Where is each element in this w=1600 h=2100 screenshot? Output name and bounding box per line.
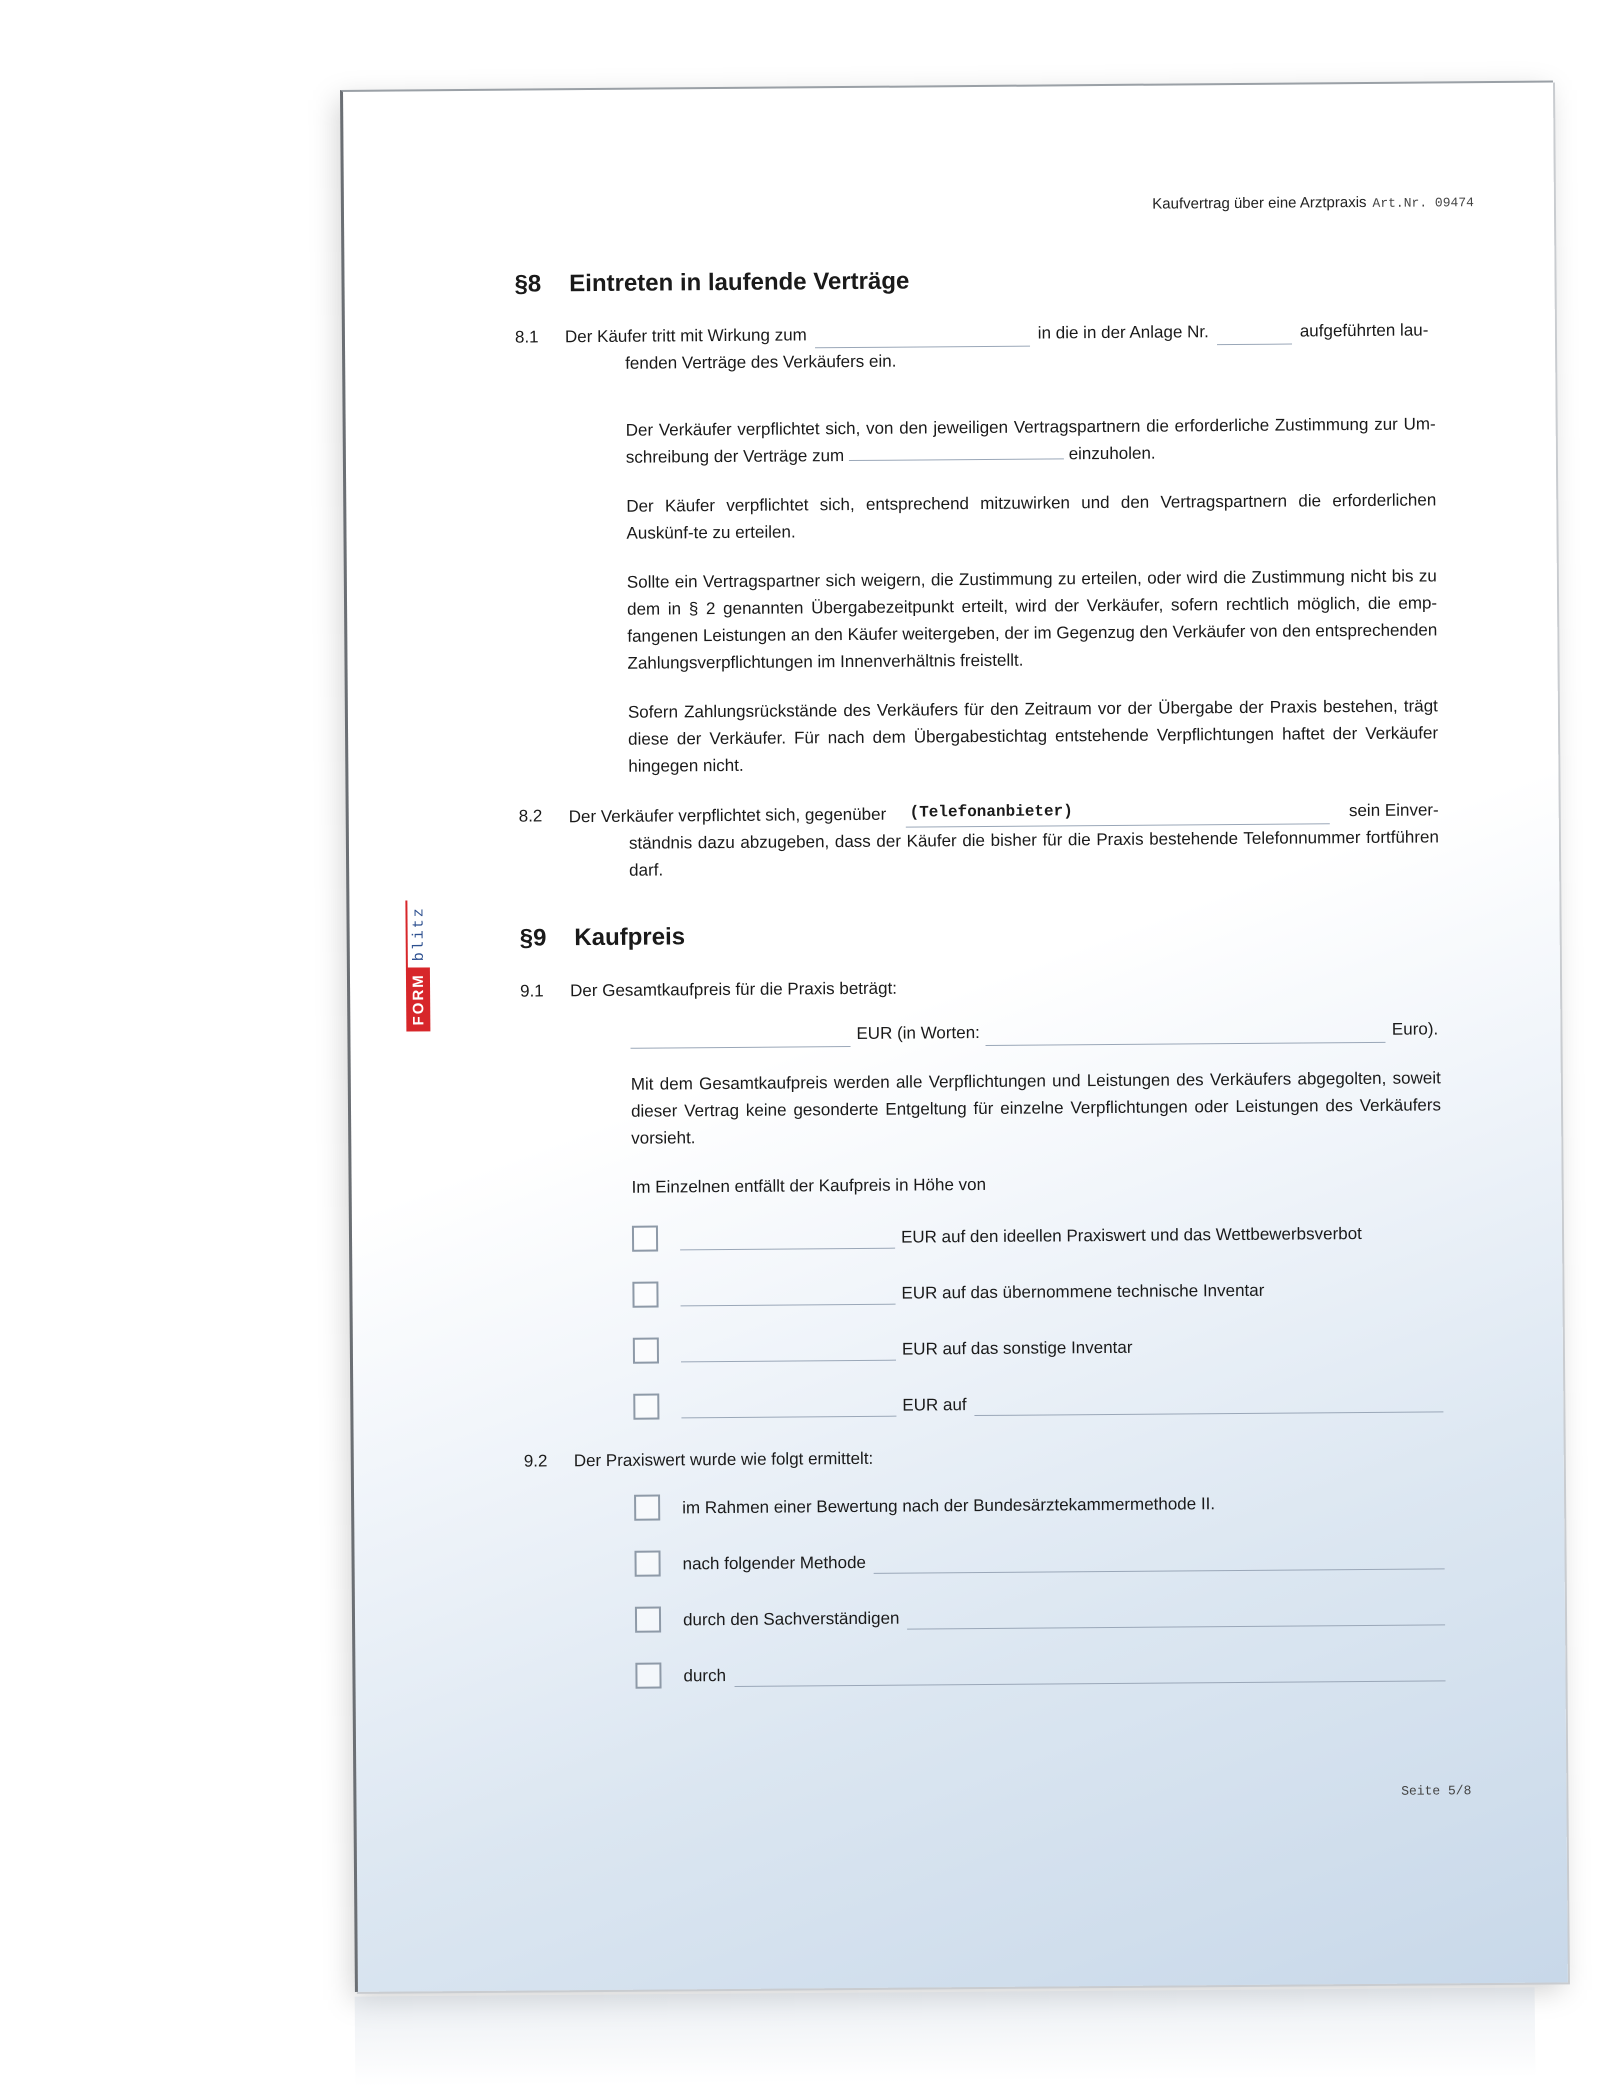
price-split-checkbox-3[interactable] bbox=[633, 1338, 659, 1364]
page-reflection bbox=[355, 1987, 1536, 2086]
effective-date-field[interactable] bbox=[815, 328, 1030, 349]
price-split-row bbox=[632, 1216, 1442, 1254]
clause-8-1-text-b: in die in der Anlage Nr. bbox=[1037, 322, 1209, 343]
valuation-label-1: im Rahmen einer Bewertung nach der Bundesärztekammermethode II. bbox=[682, 1493, 1216, 1517]
clause-8-1-text-d: fenden Verträge des Verkäufers ein. bbox=[625, 351, 897, 373]
clause-8-1-paragraph-5: Sofern Zahlungsrückstände des Verkäufers für den Zeitraum vor der Übergabe der Praxis bestehen, trägt diese der Verkäufer. Für nach dem Übergabestichtag entstehende Verpflichtungen haftet der Verkäufer hingegen nicht. bbox=[627, 696, 1439, 776]
logo-blitz-text: blitz bbox=[405, 900, 430, 967]
page-content bbox=[514, 263, 1445, 1716]
clause-9-2-intro: Der Praxiswert wurde wie folgt ermittelt: bbox=[573, 1448, 874, 1471]
section-8-heading bbox=[514, 263, 1434, 297]
price-split-row bbox=[633, 1328, 1443, 1366]
clause-8-1-paragraph-2 bbox=[626, 410, 1436, 470]
valuation-method-field[interactable] bbox=[874, 1546, 1445, 1573]
clause-9-1-paragraph-2: Im Einzelnen entfällt der Kaufpreis in Höhe von bbox=[631, 1174, 987, 1197]
price-split-checkbox-4[interactable] bbox=[633, 1394, 659, 1420]
price-split-amount-4[interactable] bbox=[681, 1393, 896, 1418]
rewrite-date-field[interactable] bbox=[849, 440, 1064, 461]
clause-8-1-text-a: Der Käufer tritt mit Wirkung zum bbox=[564, 325, 807, 347]
valuation-label-3: durch den Sachverständigen bbox=[682, 1608, 900, 1629]
price-split-amount-3[interactable] bbox=[681, 1337, 896, 1362]
clause-8-1-paragraph-3: Der Käufer verpflichtet sich, entsprechend mitzuwirken und den Vertragspartnern die erforderlichen Auskünf-te zu erteilen. bbox=[626, 490, 1437, 543]
price-split-label-2: EUR auf das übernommene technische Inventar bbox=[901, 1280, 1265, 1303]
section-9-heading bbox=[520, 917, 1440, 951]
page-number: Seite 5/8 bbox=[1401, 1783, 1472, 1799]
clause-8-1-number: 8.1 bbox=[514, 327, 539, 347]
valuation-option-row bbox=[635, 1597, 1445, 1635]
clause-9-1-number: 9.1 bbox=[520, 981, 544, 1001]
clause-8-2 bbox=[519, 795, 1440, 884]
telephone-provider-field[interactable]: (Telefonanbieter) bbox=[905, 796, 1329, 827]
clause-8-2-text-b: sein Einver- bbox=[1348, 800, 1439, 821]
price-split-checkbox-1[interactable] bbox=[632, 1226, 658, 1252]
valuation-checkbox-3[interactable] bbox=[635, 1607, 661, 1633]
document-title: Kaufvertrag über eine Arztpraxis bbox=[1152, 193, 1367, 213]
clause-8-2-number: 8.2 bbox=[518, 806, 543, 826]
valuation-option-row bbox=[634, 1485, 1444, 1523]
section-8-title: Eintreten in laufende Verträge bbox=[569, 267, 910, 298]
clause-8-1-paragraph-4: Sollte ein Vertragspartner sich weigern, die Zustimmung zu erteilen, oder wird die Zustimmung nicht bis zu dem in § 2 genannten Übergabezeitpunkt erteilt, wird der Verkäufer, sofern rechtlich möglich, die emp-fangenen Leistungen an den Käufer weitergeben, der im Gegenzug den Verkäufer von den entsprechenden Zahlungsverpflichtungen im Innenverhältnis freistellt. bbox=[626, 566, 1438, 673]
formblitz-logo bbox=[405, 891, 430, 1031]
total-price-row bbox=[630, 1015, 1440, 1048]
price-split-row bbox=[633, 1384, 1443, 1422]
clause-9-1-paragraph-1: Mit dem Gesamtkaufpreis werden alle Verpflichtungen und Leistungen des Verkäufers abgegolten, soweit dieser Vertrag keine gesonderte Entgeltung für einzelne Verpflichtungen oder Leistungen des Verkäufers vorsieht. bbox=[630, 1068, 1442, 1148]
clause-8-1 bbox=[515, 316, 1436, 399]
total-price-words-field[interactable] bbox=[986, 1024, 1386, 1046]
clause-8-2-text-c: ständnis dazu abzugeben, dass der Käufer die bisher für die Praxis bestehende Telefonnummer fortführen darf. bbox=[628, 827, 1439, 880]
clause-9-1-intro: Der Gesamtkaufpreis für die Praxis beträgt: bbox=[570, 978, 898, 1001]
price-split-label-1: EUR auf den ideellen Praxiswert und das Wettbewerbsverbot bbox=[900, 1223, 1362, 1247]
section-8-number: §8 bbox=[514, 270, 542, 298]
clause-8-2-text-a: Der Verkäufer verpflichtet sich, gegenüber bbox=[568, 804, 887, 827]
valuation-checkbox-1[interactable] bbox=[634, 1495, 660, 1521]
price-split-checkbox-2[interactable] bbox=[632, 1282, 658, 1308]
euro-closing-label: Euro). bbox=[1391, 1019, 1439, 1039]
logo-form-text: FORM bbox=[406, 967, 431, 1031]
price-split-row bbox=[632, 1272, 1442, 1310]
section-9-number: §9 bbox=[519, 924, 547, 952]
document-header bbox=[1152, 193, 1474, 213]
clause-9-2-number: 9.2 bbox=[523, 1451, 548, 1471]
total-price-words-label: EUR (in Worten: bbox=[856, 1023, 980, 1043]
price-split-label-3: EUR auf das sonstige Inventar bbox=[901, 1337, 1133, 1359]
clause-9-1 bbox=[520, 970, 1440, 1004]
valuation-label-4: durch bbox=[683, 1665, 727, 1685]
clause-8-1-text-c: aufgeführten lau- bbox=[1299, 320, 1429, 341]
valuation-other-field[interactable] bbox=[734, 1658, 1446, 1687]
valuation-expert-field[interactable] bbox=[907, 1602, 1445, 1629]
valuation-option-row bbox=[634, 1541, 1444, 1579]
clause-8-1-p2-end: einzuholen. bbox=[1068, 443, 1156, 464]
total-price-amount-field[interactable] bbox=[630, 1028, 850, 1049]
valuation-checkbox-2[interactable] bbox=[634, 1551, 660, 1577]
valuation-label-2: nach folgender Methode bbox=[682, 1552, 867, 1573]
valuation-checkbox-4[interactable] bbox=[635, 1663, 661, 1689]
document-page bbox=[340, 80, 1568, 1991]
clause-9-2 bbox=[524, 1440, 1444, 1474]
clause-8-1-p2-text: Der Verkäufer verpflichtet sich, von den jeweiligen Vertragspartnern die erforderliche Zustimmung zur Um-schreibung der Verträge zum bbox=[625, 414, 1436, 467]
price-split-amount-1[interactable] bbox=[680, 1225, 895, 1250]
price-split-amount-2[interactable] bbox=[680, 1281, 895, 1306]
section-9-title: Kaufpreis bbox=[574, 923, 686, 952]
valuation-option-row bbox=[635, 1653, 1445, 1691]
price-split-label-4: EUR auf bbox=[902, 1394, 967, 1415]
annex-number-field[interactable] bbox=[1217, 326, 1292, 346]
article-number: Art.Nr. 09474 bbox=[1372, 195, 1474, 211]
price-split-other-field[interactable] bbox=[974, 1389, 1443, 1416]
